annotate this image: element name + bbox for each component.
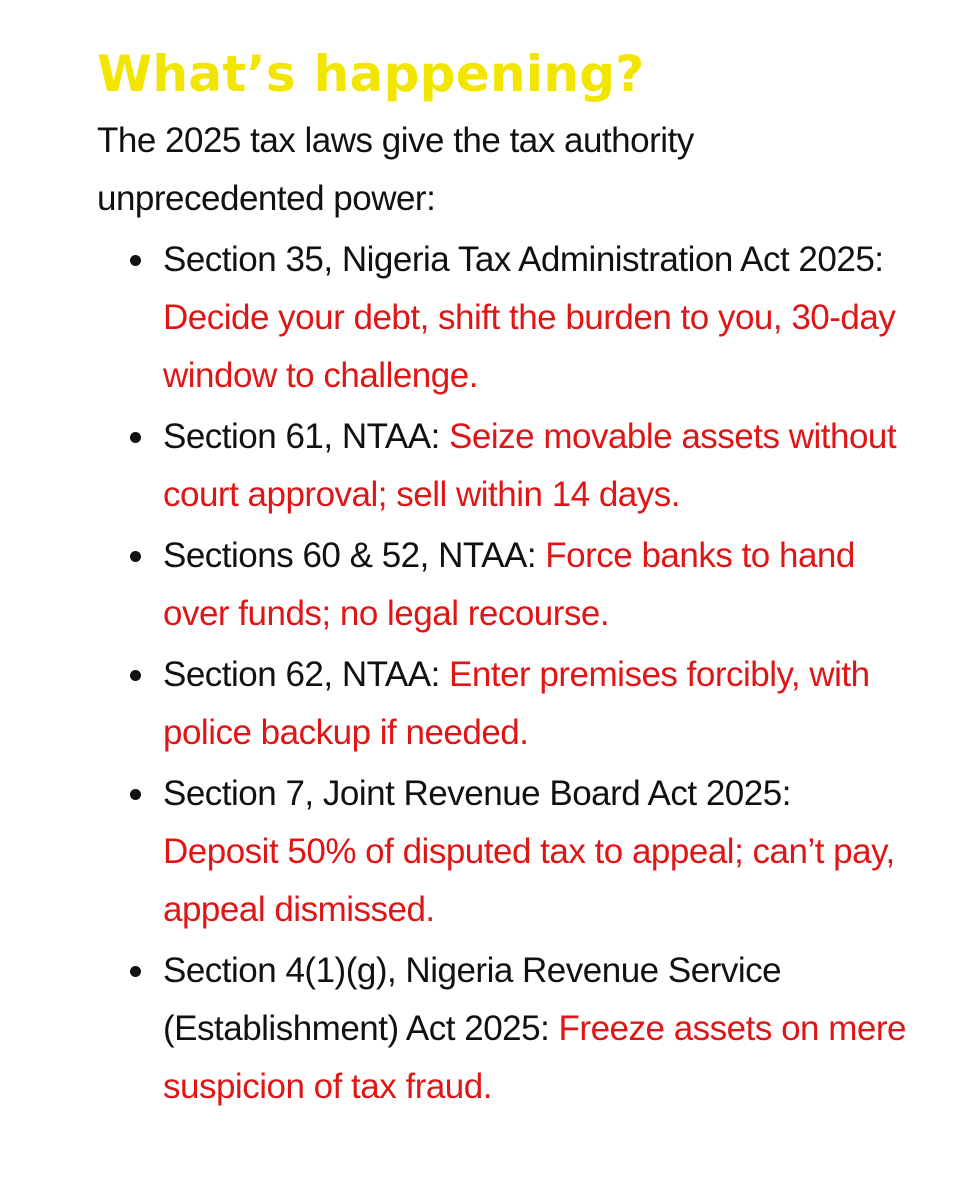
list-item	[97, 408, 907, 524]
list-item	[97, 527, 907, 643]
section-reference: Sections 60 & 52, NTAA:	[163, 536, 546, 575]
bullet-dot-icon	[130, 966, 141, 977]
list-item	[97, 942, 907, 1116]
page-title: What’s happening?	[97, 45, 645, 103]
power-description: Freeze assets on mere suspicion of tax fraud.	[163, 1009, 906, 1106]
bullet-dot-icon	[130, 789, 141, 800]
section-reference: Section 62, NTAA:	[163, 655, 450, 694]
power-description: Enter premises forcibly, with police backup if needed.	[163, 655, 870, 752]
power-description: Deposit 50% of disputed tax to appeal; can’t pay, appeal dismissed.	[163, 832, 895, 929]
list-item	[97, 765, 907, 939]
list-item	[97, 646, 907, 762]
list-item	[97, 231, 907, 405]
intro-paragraph: The 2025 tax laws give the tax authority unprecedented power:	[97, 121, 694, 218]
section-reference: Section 35, Nigeria Tax Administration Act 2025:	[163, 240, 884, 279]
section-reference: Section 7, Joint Revenue Board Act 2025:	[163, 774, 791, 813]
document-page	[97, 42, 907, 1116]
bullet-dot-icon	[130, 551, 141, 562]
bullet-dot-icon	[130, 255, 141, 266]
section-reference: Section 4(1)(g), Nigeria Revenue Service (Establishment) Act 2025:	[163, 951, 782, 1048]
bullet-dot-icon	[130, 670, 141, 681]
bullet-dot-icon	[130, 432, 141, 443]
provisions-list	[97, 231, 907, 1116]
power-description: Force banks to hand over funds; no legal recourse.	[163, 536, 855, 633]
section-reference: Section 61, NTAA:	[163, 417, 450, 456]
power-description: Decide your debt, shift the burden to you, 30-day window to challenge.	[163, 298, 896, 395]
power-description: Seize movable assets without court approval; sell within 14 days.	[163, 417, 897, 514]
